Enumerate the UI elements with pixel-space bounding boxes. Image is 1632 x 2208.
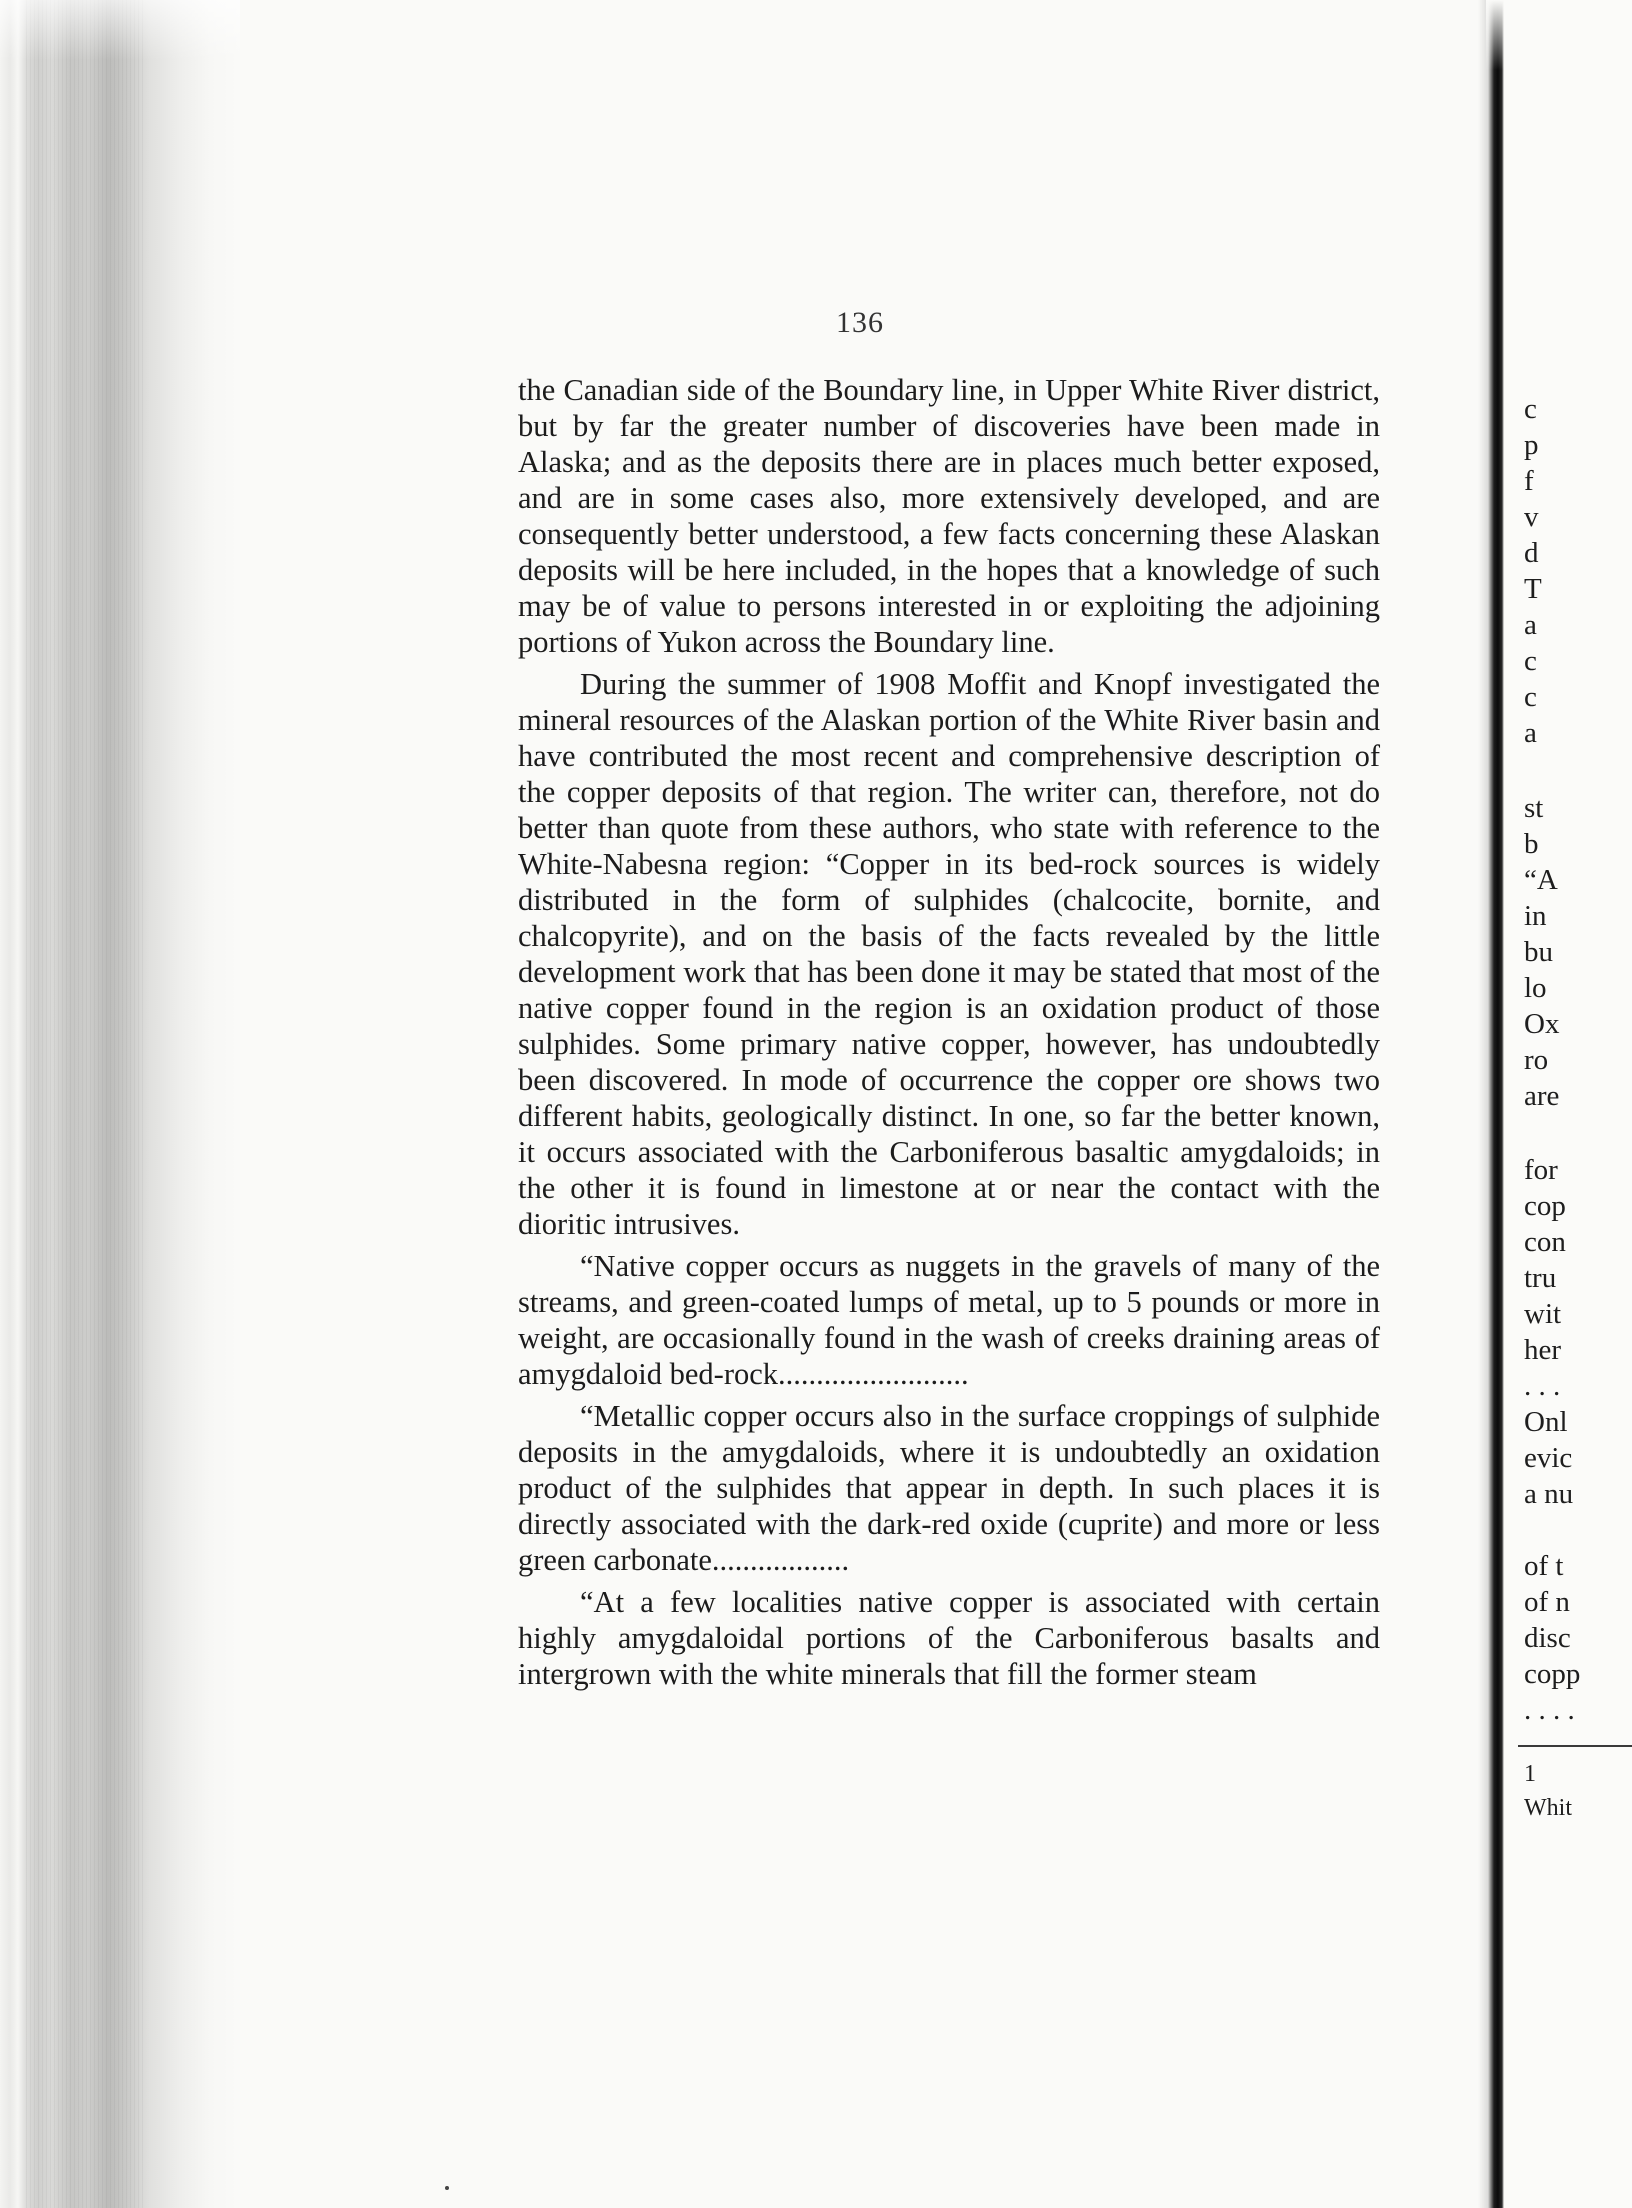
facing-line: tru: [1524, 1262, 1557, 1294]
paragraph-continuation: the Canadian side of the Boundary line, in Upper White River district, but by far the greater number of discoveries have been made in Alaska; and as the deposits there are in places much better exposed, and are in some cases also, more extensively developed, and are consequently better understood, a few facts concerning these Alaskan deposits will be here included, in the hopes that a knowledge of such may be of value to persons interested in or exploiting the adjoining portions of Yukon across the Boundary line.: [518, 373, 1380, 659]
facing-line: c: [1524, 681, 1537, 713]
facing-line: bu: [1524, 936, 1553, 968]
facing-line: . . . .: [1524, 1694, 1575, 1726]
gutter-fade: [1486, 0, 1504, 70]
paragraph-metallic-copper: “Metallic copper occurs also in the surface croppings of sulphide deposits in the amygdaloids, where it is undoubtedly an oxidation product of the sulphides that appear in depth. In such places it is directly associated with the dark-red oxide (cuprite) and more or less green carbonate..................: [518, 1399, 1380, 1577]
facing-line: a: [1524, 717, 1537, 749]
facing-line: Onl: [1524, 1406, 1568, 1438]
facing-line: a: [1524, 609, 1537, 641]
facing-line: of t: [1524, 1550, 1564, 1582]
facing-line: cop: [1524, 1190, 1566, 1222]
facing-line: are: [1524, 1080, 1560, 1112]
facing-page-fragment: [1504, 0, 1632, 2208]
facing-line: a nu: [1524, 1478, 1574, 1510]
page-number: 136: [836, 306, 884, 339]
facing-line: her: [1524, 1334, 1562, 1366]
page-edges-highlight: [0, 0, 240, 60]
page-body: [518, 372, 1380, 1692]
facing-line: Ox: [1524, 1008, 1560, 1040]
facing-line: evic: [1524, 1442, 1573, 1474]
facing-line: disc: [1524, 1622, 1571, 1654]
facing-line: wit: [1524, 1298, 1562, 1330]
footnote-rule: [1518, 1745, 1632, 1747]
facing-line: “A: [1524, 864, 1558, 896]
facing-line: lo: [1524, 972, 1547, 1004]
facing-line: ro: [1524, 1044, 1549, 1076]
facing-line: for: [1524, 1154, 1558, 1186]
paragraph-moffit-knopf: During the summer of 1908 Moffit and Knopf investigated the mineral resources of the Alaskan portion of the White River basin and have contributed the most recent and comprehensive description of the copper deposits of that region. The writer can, therefore, not do better than quote from these authors, who state with reference to the White-Nabesna region: “Copper in its bed-rock sources is widely distributed in the form of sulphides (chalcocite, bornite, and chalcopyrite), and on the basis of the facts revealed by the little development work that has been done it may be stated that most of the native copper found in the region is an oxidation product of those sulphides. Some primary native copper, however, has undoubtedly been discovered. In mode of occurrence the copper ore shows two different habits, geologically distinct. In one, so far the better known, it occurs associated with the Carboniferous basaltic amygdaloids; in the other it is found in limestone at or near the contact with the dioritic intrusives.: [518, 667, 1380, 1241]
page-edges-stack: [0, 0, 240, 2208]
paragraph-native-copper: “Native copper occurs as nuggets in the gravels of many of the streams, and green-coated lumps of metal, up to 5 pounds or more in weight, are occasionally found in the wash of creeks draining areas of amygdaloid bed-rock.........................: [518, 1249, 1380, 1391]
facing-line: v: [1524, 501, 1539, 533]
facing-line: st: [1524, 792, 1544, 824]
facing-line: f: [1524, 465, 1534, 497]
facing-line: con: [1524, 1226, 1566, 1258]
paragraph-localities: “At a few localities native copper is associated with certain highly amygdaloidal portions of the Carboniferous basalts and intergrown with the white minerals that fill the former steam: [518, 1585, 1380, 1691]
facing-footnote-marker: 1: [1524, 1761, 1536, 1787]
facing-line: . . .: [1524, 1370, 1561, 1402]
facing-line: p: [1524, 429, 1539, 461]
facing-footnote-line: Whit: [1524, 1795, 1572, 1821]
facing-line: in: [1524, 900, 1547, 932]
facing-line: copp: [1524, 1658, 1581, 1690]
facing-line: T: [1524, 573, 1542, 605]
book-gutter: [1478, 0, 1504, 2208]
facing-line: b: [1524, 828, 1539, 860]
facing-line: d: [1524, 537, 1539, 569]
facing-line: of n: [1524, 1586, 1570, 1618]
facing-line: c: [1524, 645, 1537, 677]
facing-line: c: [1524, 393, 1537, 425]
scan-speck: [445, 2186, 449, 2190]
